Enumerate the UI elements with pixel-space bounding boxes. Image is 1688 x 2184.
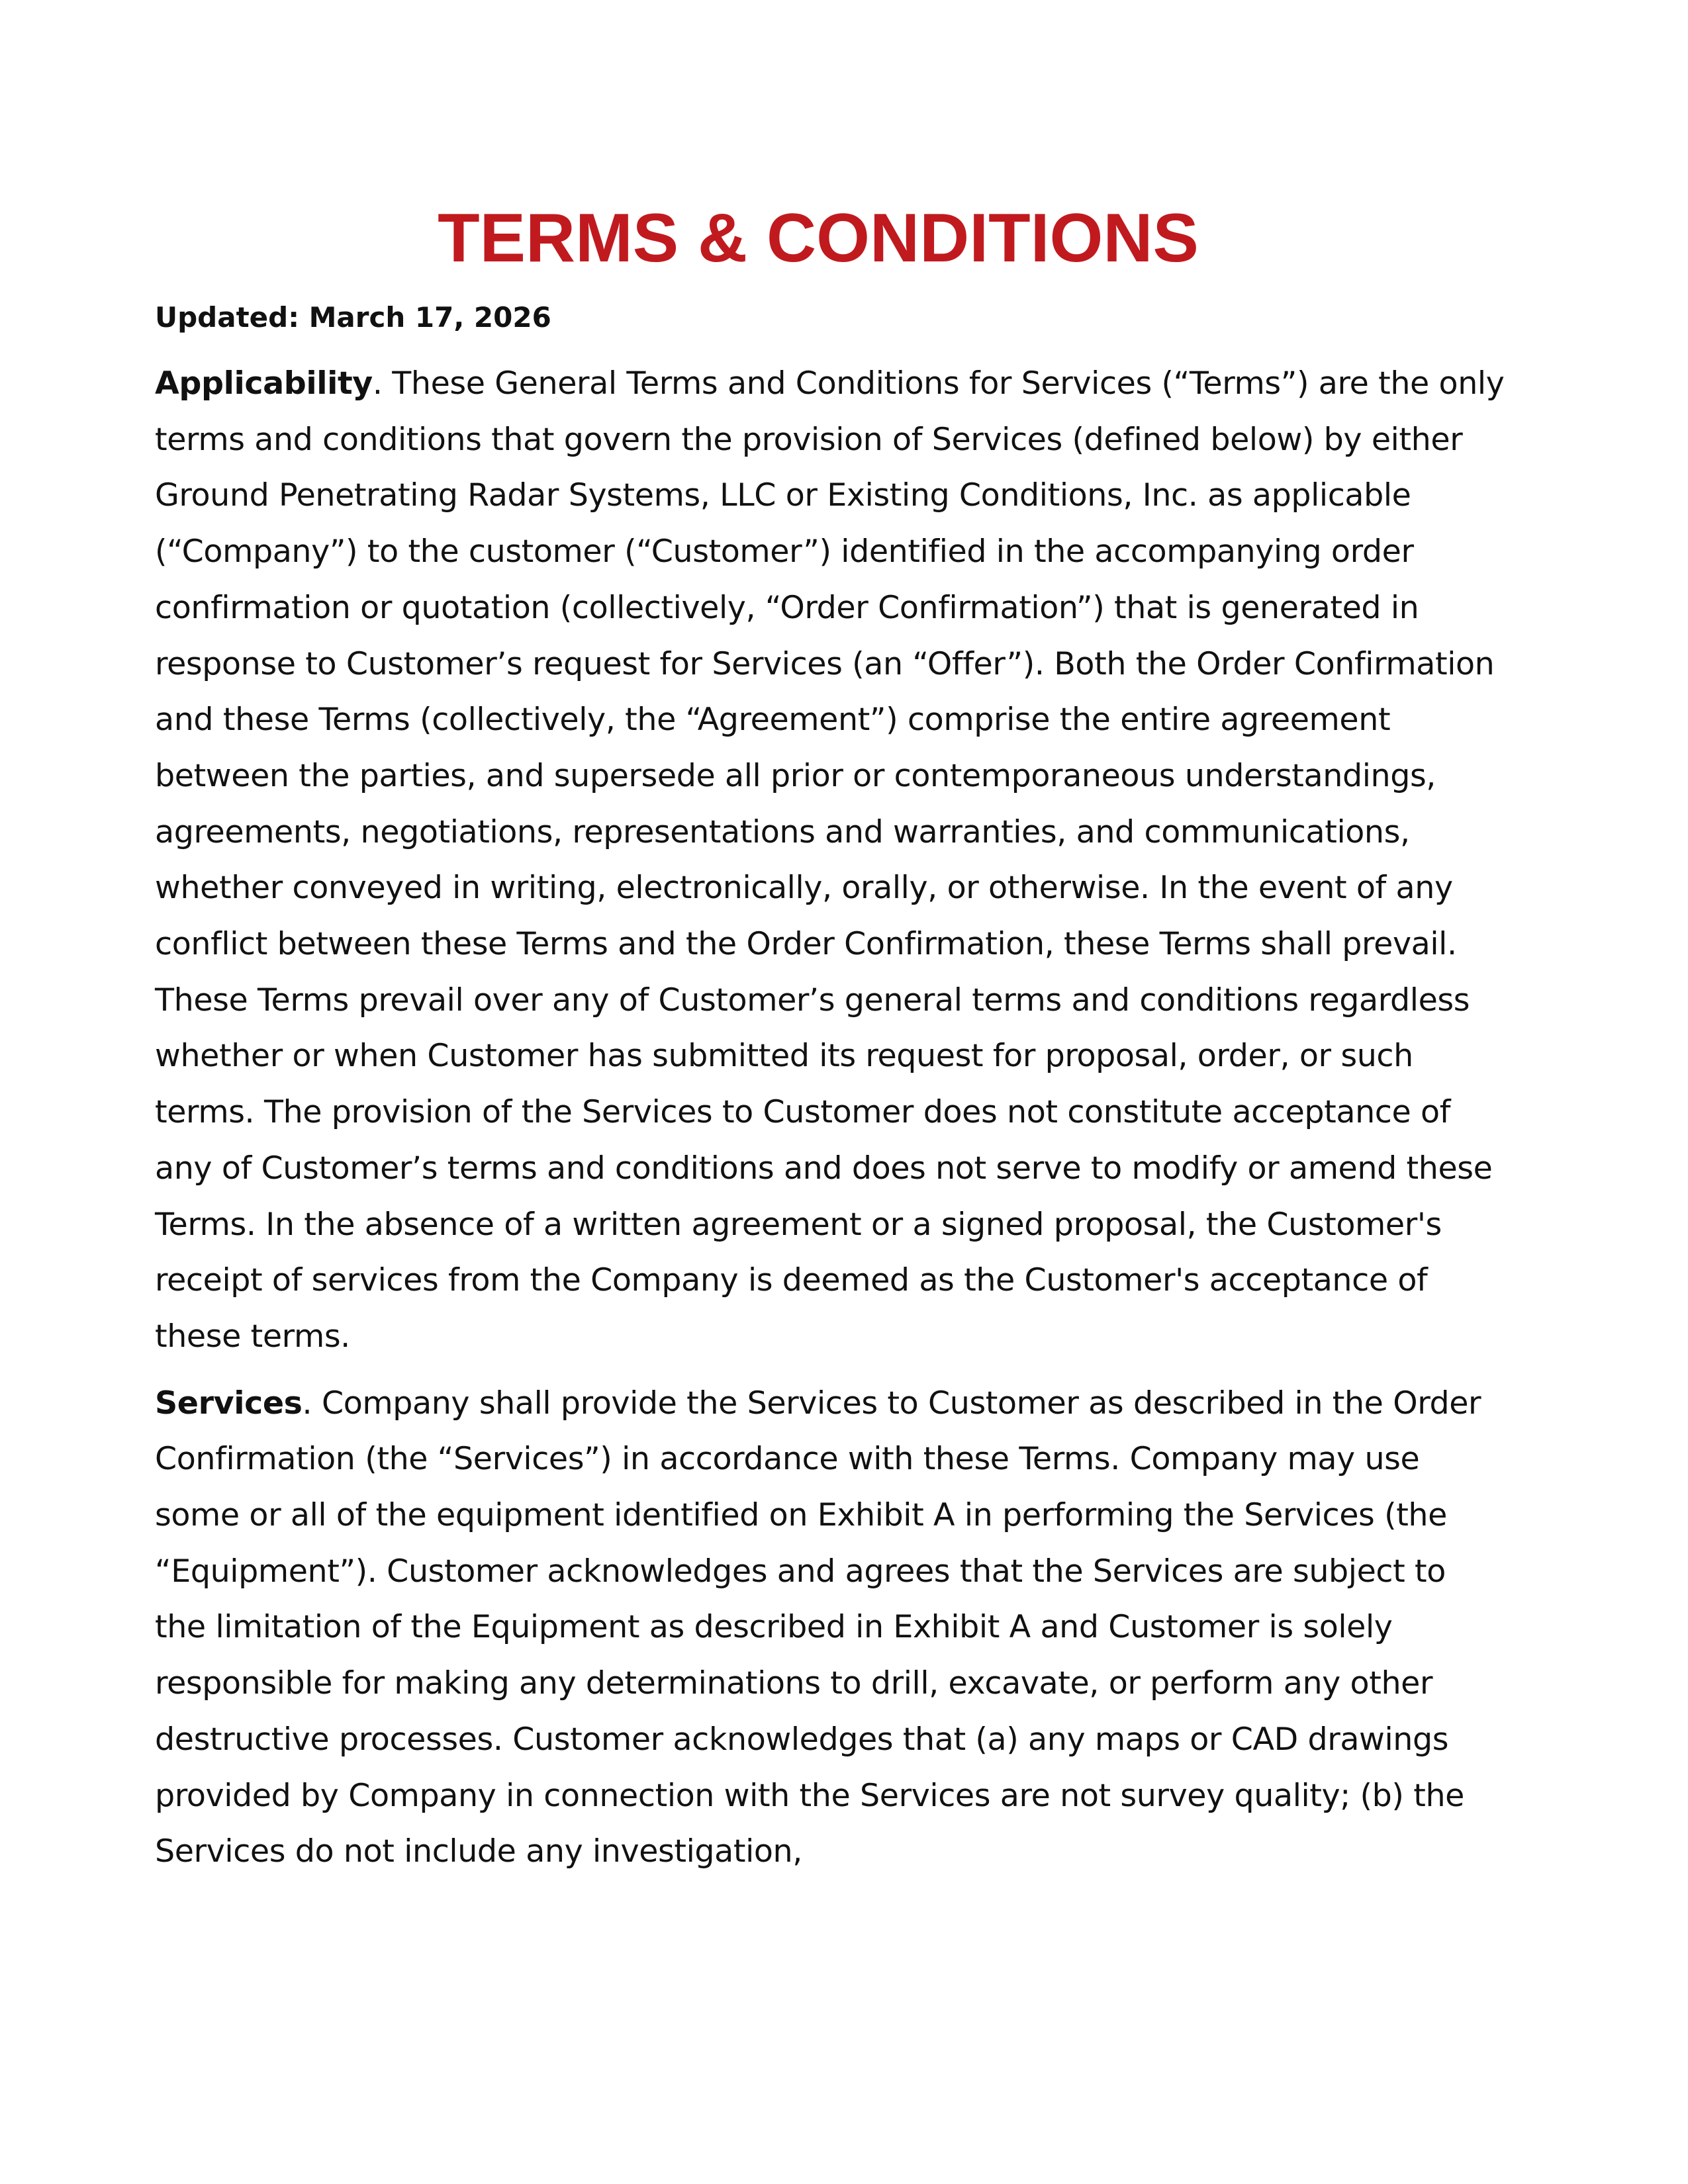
page-title: TERMS & CONDITIONS <box>438 200 1199 277</box>
section-body-applicability: . These General Terms and Conditions for Services (“Terms”) are the only terms and conditions that govern the provision of Services (defined below) by either Ground Penetrating Radar Systems, LLC or Existing Conditions, Inc. as applicable (“Company”) to the customer (“Customer”) identified in the accompanying order confirmation or quotation (collectively, “Order Confirmation”) that is generated in response to Customer’s request for Services (an “Offer”). Both the Order Confirmation and these Terms (collectively, the “Agreement”) comprise the entire agreement between the parties, and supersede all prior or contemporaneous understandings, agreements, negotiations, representations and warranties, and communications, whether conveyed in writing, electronically, orally, or otherwise. In the event of any conflict between these Terms and the Order Confirmation, these Terms shall prevail. These Terms prevail over any of Customer’s general terms and conditions regardless whether or when Customer has submitted its request for proposal, order, or such terms. The provision of the Services to Customer does not constitute acceptance of any of Customer’s terms and conditions and does not serve to modify or amend these Terms. In the absence of a written agreement or a signed proposal, the Customer's receipt of services from the Company is deemed as the Customer's acceptance of these terms. <box>155 365 1505 1355</box>
section-body-services: . Company shall provide the Services to Customer as described in the Order Confirmation (the “Services”) in accordance with these Terms. Company may use some or all of the equipment identified on Exhibit A in performing the Services (the “Equipment”). Customer acknowledges and agrees that the Services are subject to the limitation of the Equipment as described in Exhibit A and Customer is solely responsible for making any determinations to drill, excavate, or perform any other destructive processes. Customer acknowledges that (a) any maps or CAD drawings provided by Company in connection with the Services are not survey quality; (b) the Services do not include any investigation, <box>155 1385 1481 1870</box>
updated-date: Updated: March 17, 2026 <box>155 301 551 334</box>
section-heading-services: Services <box>155 1385 303 1422</box>
section-services <box>155 1376 1505 1880</box>
section-applicability <box>155 356 1505 1365</box>
section-heading-applicability: Applicability <box>155 365 373 402</box>
document-page <box>155 199 1505 1891</box>
